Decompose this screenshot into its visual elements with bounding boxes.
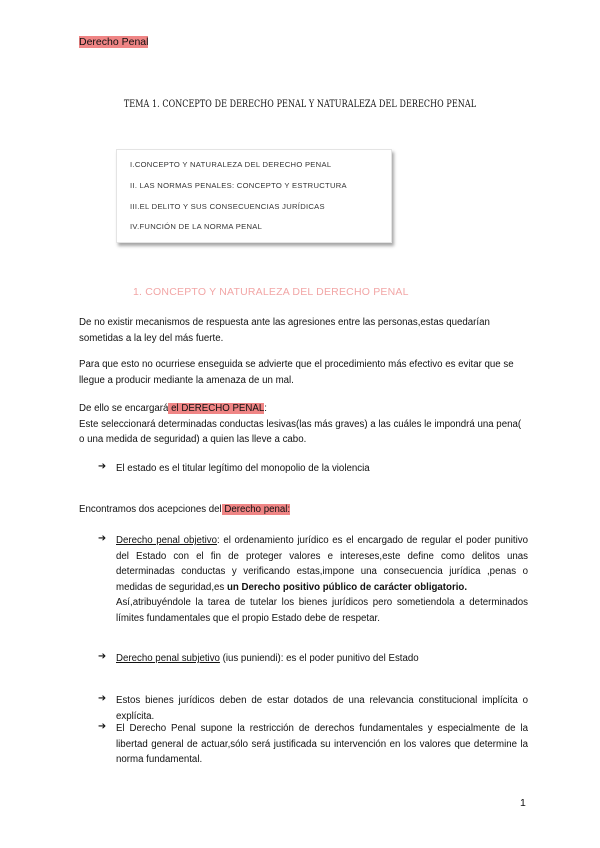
arrow-icon: ➔	[98, 461, 107, 472]
toc-item-3[interactable]: III.EL DELITO Y SUS CONSECUENCIAS JURÍDICAS	[130, 202, 325, 211]
document-title: TEMA 1. CONCEPTO DE DERECHO PENAL Y NATURALEZA DEL DERECHO PENAL	[123, 99, 477, 110]
paragraph-4-pre: Encontramos dos acepciones del	[79, 504, 222, 515]
derecho-penal-highlight-2: Derecho penal:	[221, 504, 291, 515]
derecho-objetivo-text-2: Así,atribuyéndole la tarea de tutelar los bienes jurídicos pero sometiendola a determinados límites fundamentales que el propio Estado debe de respetar.	[116, 597, 528, 624]
toc-item-1[interactable]: I.CONCEPTO Y NATURALEZA DEL DERECHO PENAL	[130, 160, 332, 169]
page-number: 1	[520, 797, 526, 809]
paragraph-3-body: Este seleccionará determinadas conductas lesivas(las más graves) a las cuáles le impondrá una pena( o una medida de seguridad) a quien las lleve a cabo.	[79, 418, 522, 445]
bullet-monopolio: El estado es el titular legítimo del monopolio de la violencia	[116, 463, 370, 474]
toc-item-2[interactable]: II. LAS NORMAS PENALES: CONCEPTO Y ESTRUCTURA	[130, 181, 347, 190]
derecho-subjetivo-text: (ius puniendi): es el poder punitivo del Estado	[219, 653, 419, 664]
arrow-icon: ➔	[98, 721, 107, 732]
paragraph-4	[79, 502, 529, 518]
section-heading: 1. CONCEPTO Y NATURALEZA DEL DERECHO PENAL	[133, 286, 409, 298]
arrow-icon: ➔	[98, 533, 107, 544]
arrow-icon: ➔	[98, 693, 107, 704]
derecho-objetivo-bold: un Derecho positivo público de carácter obligatorio.	[226, 581, 468, 593]
paragraph-3	[79, 401, 529, 448]
toc-item-4[interactable]: IV.FUNCIÓN DE LA NORMA PENAL	[130, 222, 263, 231]
running-header	[79, 36, 148, 49]
bullet-derecho-subjetivo	[116, 651, 528, 667]
paragraph-1: De no existir mecanismos de respuesta ante las agresiones entre las personas,estas quedarían sometidas a la ley del más fuerte.	[79, 317, 490, 344]
bullet-restriccion: El Derecho Penal supone la restricción de derechos fundamentales y especialmente de la libertad general de actuar,sólo será justificada su intervención en los valores que determine la norma fundamental.	[116, 723, 528, 765]
arrow-icon: ➔	[98, 651, 107, 662]
derecho-objetivo-text: : el ordenamiento jurídico es el encargado de regular el poder punitivo del Estado con el fin de proteger valores e intereses,este define como delitos unas determinadas conductas y verificando estas,impone una consecuencia jurídica ,penas o medidas de seguridad,es	[116, 535, 528, 593]
paragraph-2: Para que esto no ocurriese enseguida se advierte que el procedimiento más efectivo es evitar que se llegue a producir mediante la amenaza de un mal.	[79, 359, 514, 386]
table-of-contents	[116, 149, 392, 243]
header-highlight: Derecho Penal	[79, 36, 149, 48]
derecho-objetivo-label: Derecho penal objetivo	[116, 535, 217, 546]
paragraph-3-colon: :	[264, 403, 267, 414]
derecho-penal-highlight: el DERECHO PENAL	[168, 403, 265, 414]
paragraph-3-pre: De ello se encargará	[79, 403, 169, 414]
bullet-derecho-objetivo	[116, 533, 528, 626]
derecho-subjetivo-label: Derecho penal subjetivo	[116, 653, 220, 664]
bullet-bienes-juridicos: Estos bienes jurídicos deben de estar dotados de una relevancia constitucional implícita o explícita.	[116, 695, 528, 722]
